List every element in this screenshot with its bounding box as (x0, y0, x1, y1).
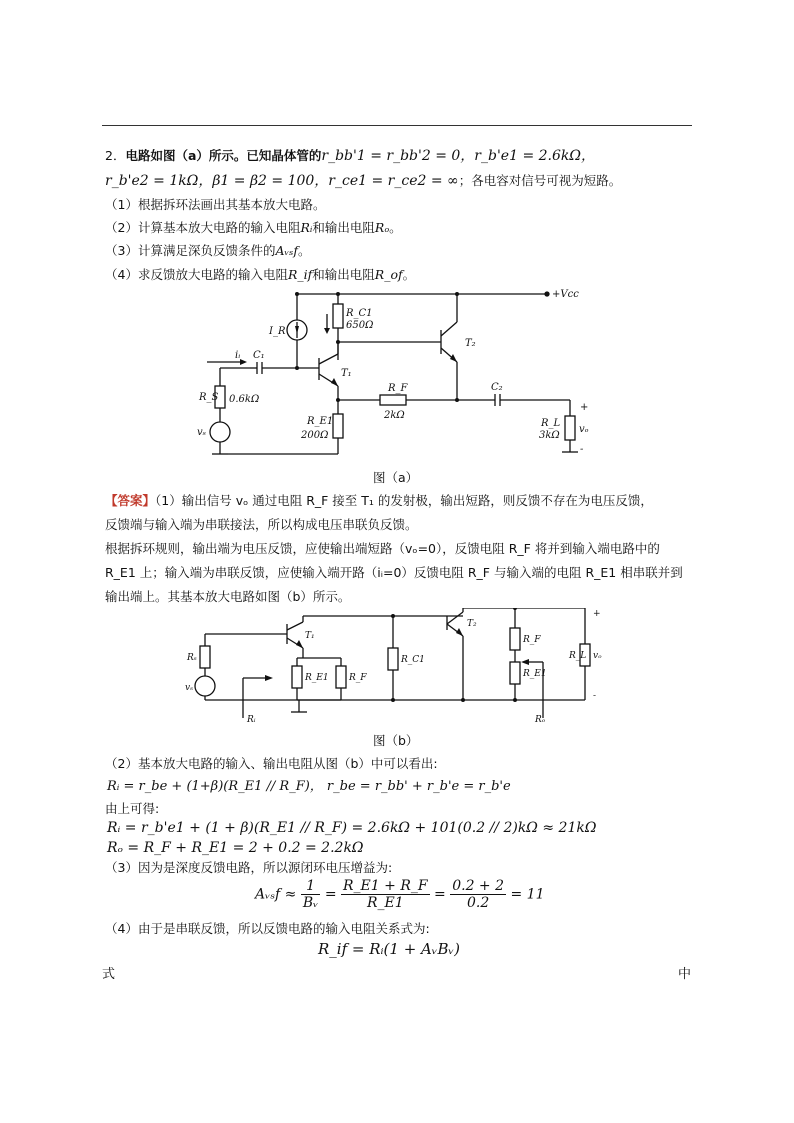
label-b-ri: Rᵢ (247, 715, 256, 725)
q2-text-b: 和输出电阻 (312, 220, 375, 235)
q4-text-b: 和输出电阻 (312, 267, 375, 282)
solution-2-then: 由上可得: (105, 801, 160, 816)
q3-text: （3）计算满足深负反馈条件的 (105, 243, 276, 258)
label-t1: T₁ (341, 368, 352, 379)
label-b-re1-2: R_E1 (523, 669, 547, 679)
label-ir: I_R (269, 326, 286, 337)
label-vs: vₛ (197, 427, 207, 438)
solution-2-title: （2）基本放大电路的输入、输出电阻从图（b）中可以看出: (105, 756, 438, 771)
fraction-1-num: 1 (301, 878, 321, 895)
q4-rif-symbol: R_if (287, 267, 313, 282)
transistor-params-1: r_bb'1 = r_bb'2 = 0，r_b'e1 = 2.6kΩ， (321, 148, 595, 164)
label-b-plus: + (593, 609, 601, 619)
solution-3-title: （3）因为是深度反馈电路，所以源闭环电压增益为: (105, 860, 393, 875)
label-rf-value: 2kΩ (384, 410, 405, 421)
q2-text-a: （2）计算基本放大电路的输入电阻 (105, 220, 301, 235)
q3-end: 。 (298, 243, 311, 258)
fraction-1-over-bv (301, 878, 321, 911)
answer-line-5: 输出端上。其基本放大电路如图（b）所示。 (105, 589, 351, 604)
q4-text-a: （4）求反馈放大电路的输入电阻 (105, 267, 288, 282)
question-1: （1）根据拆环法画出其基本放大电路。 (105, 197, 326, 212)
label-rs: R_S (199, 392, 219, 403)
label-b-vo: vₒ (593, 651, 602, 661)
circuit-figure-b (185, 608, 613, 726)
q2-end: 。 (389, 220, 402, 235)
label-re1-value: 200Ω (301, 430, 329, 441)
label-rc1: R_C1 (346, 308, 373, 319)
problem-intro (105, 147, 595, 165)
answer-line-3: 根据拆环规则，输出端为电压反馈，应使输出端短路（vₒ=0），反馈电阻 R_F 将并到输入端电路中的 (105, 541, 660, 556)
question-2 (105, 219, 402, 237)
answer-tag: 【答案】 (105, 493, 156, 508)
answer-line-2: 反馈端与输入端为串联接法，所以构成电压串联负反馈。 (105, 517, 418, 532)
footer-right-char: 中 (678, 967, 692, 982)
fraction-2-num: R_E1 + R_F (343, 878, 428, 894)
label-re1: R_E1 (307, 416, 334, 427)
label-c2: C₂ (491, 382, 503, 393)
label-vcc: +Vcc (552, 289, 579, 300)
equation-ri-value: Rᵢ = r_b'e1 + (1 + β)(R_E1 // R_F) = 2.6kΩ + 101(0.2 // 2)kΩ ≈ 21kΩ (107, 820, 597, 836)
label-b-rf: R_F (349, 673, 367, 683)
problem-intro-text: 电路如图（a）所示。已知晶体管的 (125, 148, 322, 163)
answer-line-4: R_E1 上；输入端为串联反馈，应使输入端开路（iᵢ=0）反馈电阻 R_F 与输入端的电阻 R_E1 相串联并到 (105, 565, 683, 580)
label-vo: vₒ (579, 424, 589, 435)
fraction-numeric (450, 878, 506, 911)
label-b-rc1: R_C1 (401, 655, 425, 665)
figure-a-caption: 图（a） (373, 470, 419, 485)
fraction-2-den: R_E1 (366, 895, 404, 911)
answer-line-1 (105, 492, 653, 510)
capacitor-note: ；各电容对信号可视为短路。 (458, 173, 622, 188)
q2-ri-symbol: Rᵢ (300, 220, 313, 235)
label-b-t2: T₂ (467, 619, 477, 629)
label-rc1-value: 650Ω (346, 320, 374, 331)
q4-end: 。 (402, 267, 416, 282)
footer-left-char: 式 (102, 967, 116, 982)
label-c1: C₁ (253, 350, 265, 361)
label-b-rs: Rₛ (187, 653, 197, 663)
problem-params (105, 172, 621, 190)
fraction-1-den: Bᵥ (302, 895, 319, 911)
label-b-vs: vₛ (185, 683, 194, 693)
avsf-lhs: Aᵥₛf ≈ (255, 886, 297, 903)
label-b-re1: R_E1 (305, 673, 329, 683)
label-rl: R_L (541, 418, 561, 429)
label-minus: - (580, 444, 584, 455)
fraction-resistance (341, 878, 430, 911)
solution-4-title: （4）由于是串联反馈，所以反馈电路的输入电阻关系式为: (105, 921, 430, 936)
top-rule (102, 125, 692, 126)
avsf-result: = 11 (510, 886, 545, 903)
figure-b-caption: 图（b） (373, 733, 419, 748)
answer-text-1: （1）输出信号 vₒ 通过电阻 R_F 接至 T₁ 的发射极，输出短路，则反馈不存在为电压反馈， (155, 493, 653, 508)
label-b-minus: - (593, 691, 597, 701)
q3-avsf-symbol: Aᵥₛf (275, 243, 298, 258)
transistor-params-2: r_b'e2 = 1kΩ，β1 = β2 = 100，r_ce1 = r_ce2 = ∞ (105, 173, 459, 189)
label-rf: R_F (388, 383, 408, 394)
label-plus: + (580, 402, 589, 413)
problem-number: 2． (105, 148, 126, 163)
label-b-ro: Rₒ (535, 715, 546, 725)
q2-ro-symbol: Rₒ (374, 220, 390, 235)
equation-avsf: Aᵥₛf ≈ $\frac{1}{\text{Bᵥ}}$ = $\frac{R\_E1 + R\_F}{R\_E1}$ = $\frac{0.2 + 2}{0.2}$ = 11 (255, 878, 545, 911)
equation-rif: R_if = Rᵢ(1 + AᵥBᵥ) (318, 940, 460, 958)
question-3 (105, 242, 311, 260)
fraction-3-num: 0.2 + 2 (452, 878, 505, 894)
label-ii: iᵢ (235, 350, 241, 361)
label-b-rf2: R_F (523, 635, 541, 645)
label-t2: T₂ (465, 338, 476, 349)
label-rl-value: 3kΩ (539, 430, 560, 441)
label-rs-value: 0.6kΩ (229, 394, 260, 405)
equation-ri-definition: Rᵢ = r_be + (1+β)(R_E1 // R_F)， r_be = r_bb' + r_b'e = r_b'e (107, 779, 511, 794)
label-b-t1: T₁ (305, 631, 315, 641)
q4-rof-symbol: R_of (374, 267, 403, 282)
label-b-rl: R_L (569, 651, 587, 661)
fraction-3-den: 0.2 (466, 895, 490, 911)
equation-ro-value: Rₒ = R_F + R_E1 = 2 + 0.2 = 2.2kΩ (107, 840, 364, 856)
circuit-figure-a (195, 282, 605, 462)
